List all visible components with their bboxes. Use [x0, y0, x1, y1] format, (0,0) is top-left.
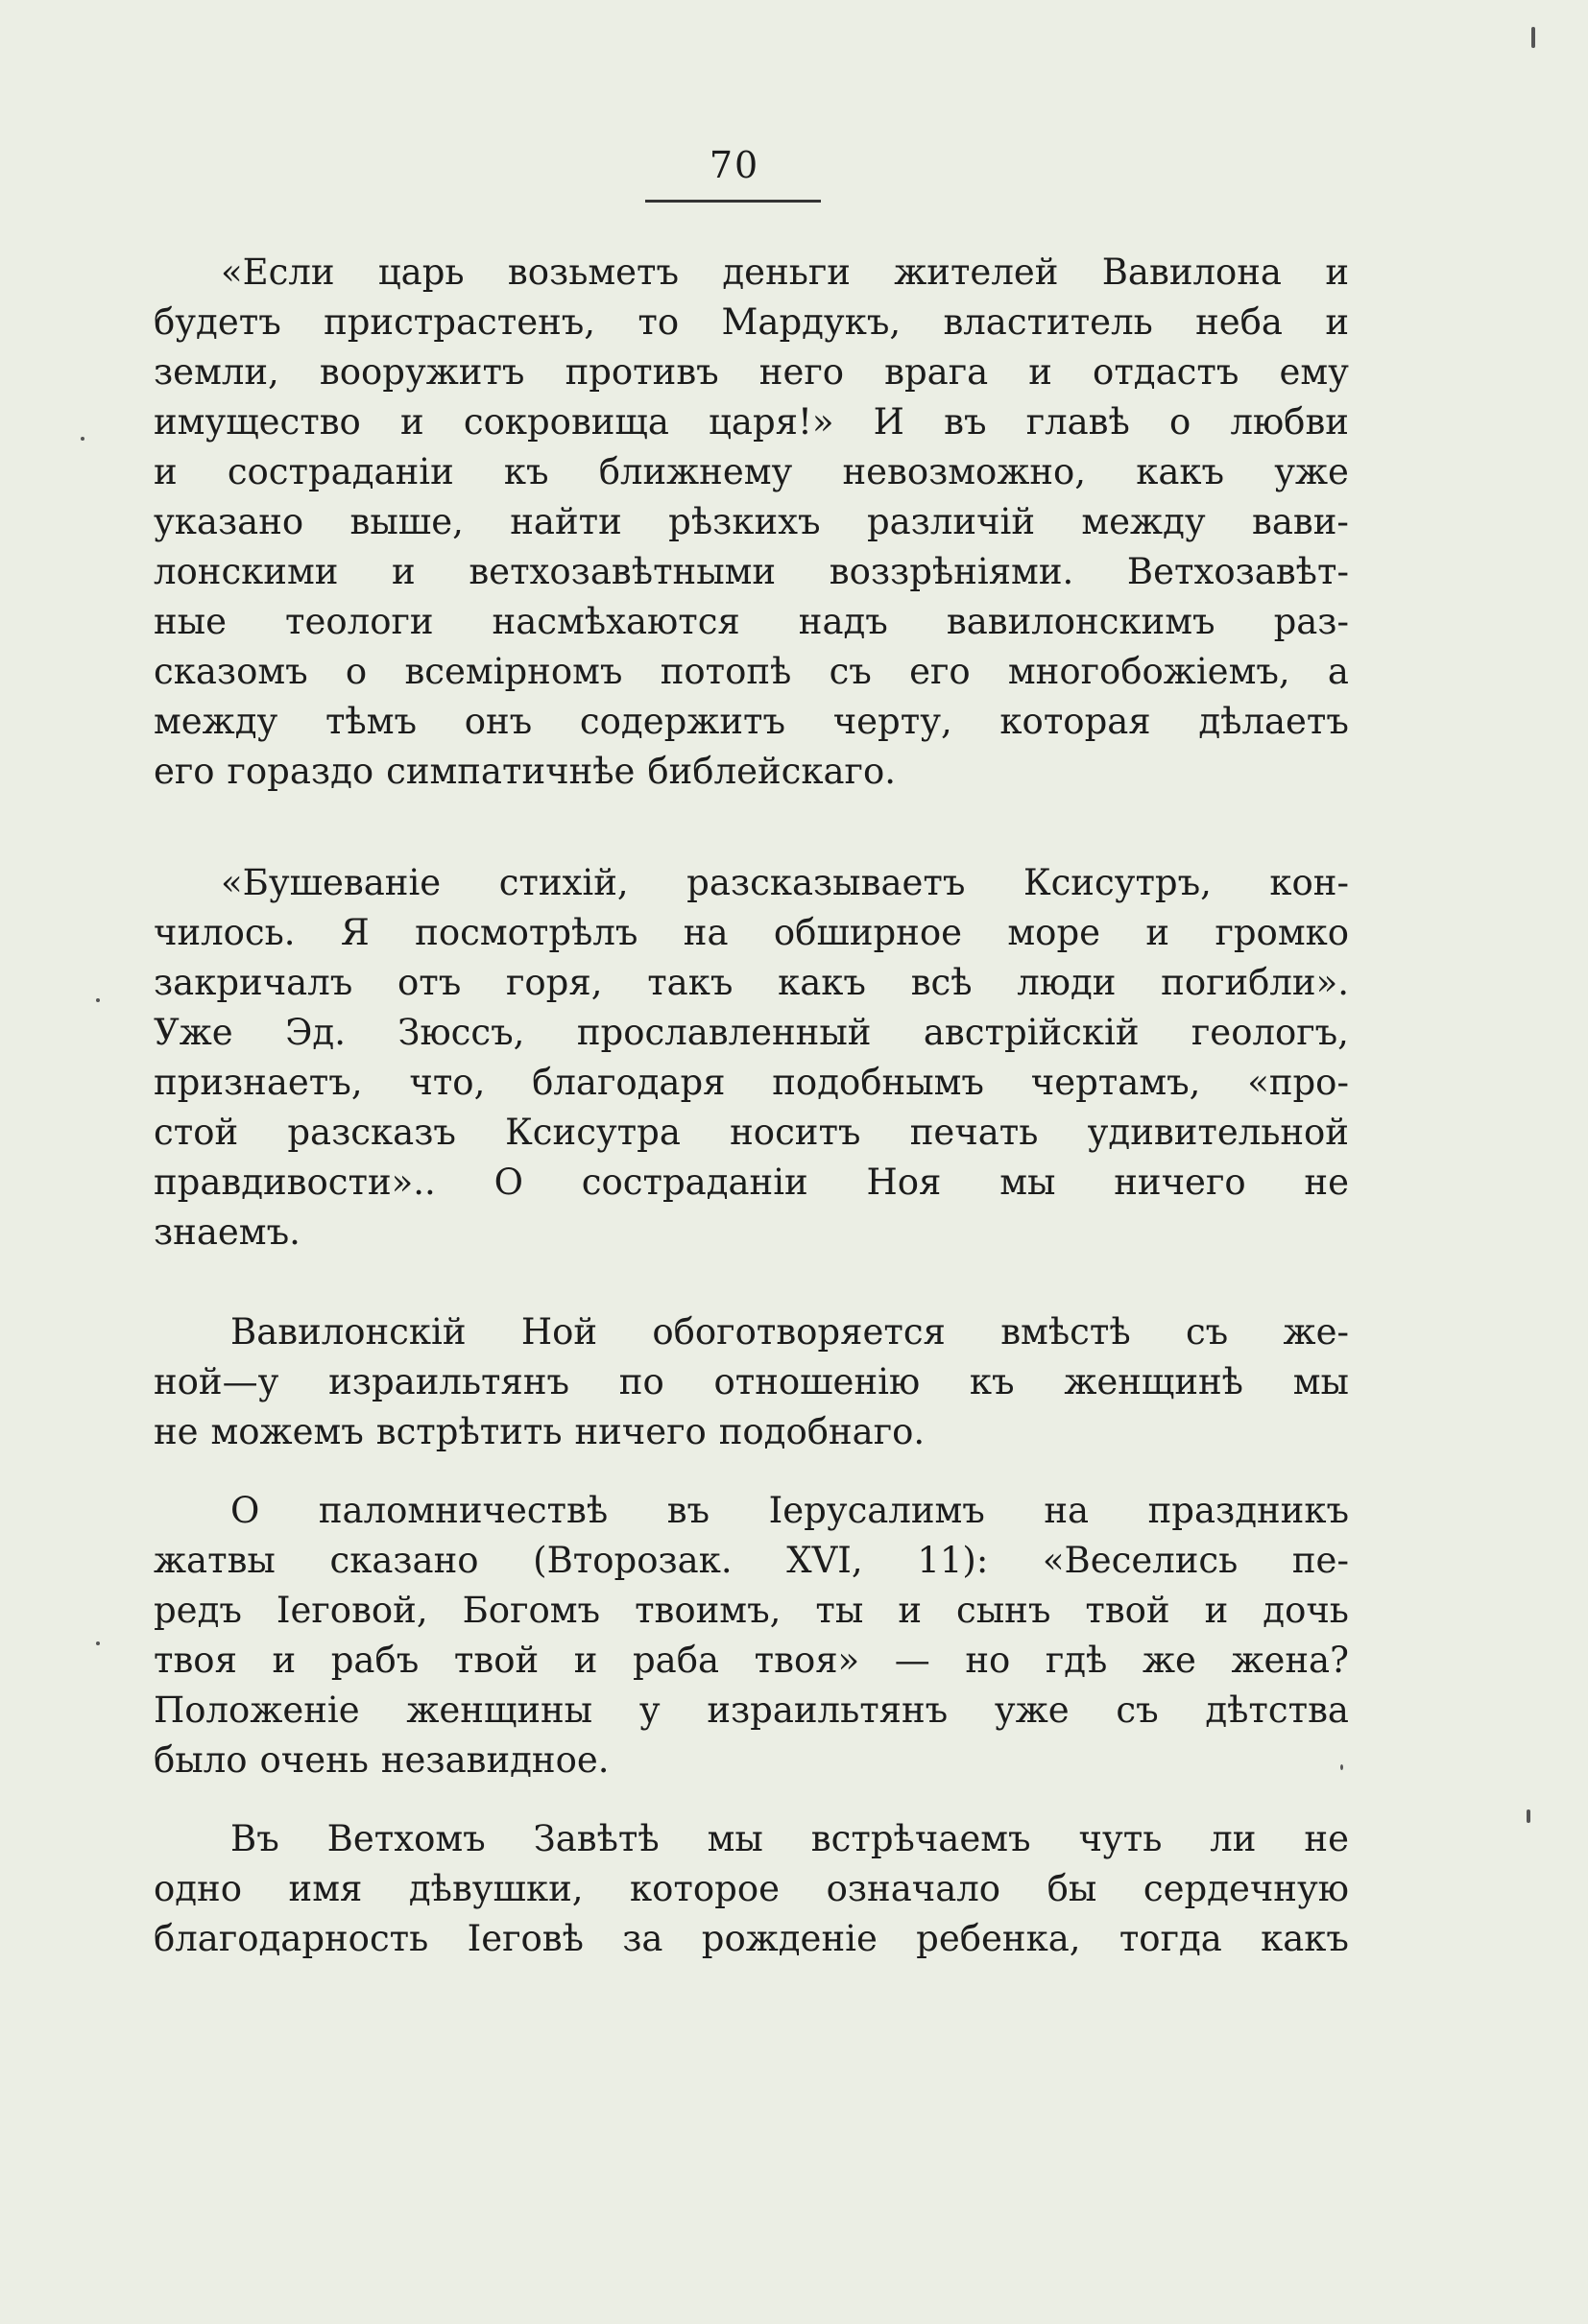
- text-line: одно имя дѣвушки, которое означало бы сердечную: [154, 1868, 1349, 1909]
- text-line: имущество и сокровища царя!» И въ главѣ о любви: [154, 401, 1349, 443]
- text-line: было очень незавидное.: [154, 1739, 610, 1781]
- text-line: Въ Ветхомъ Завѣтѣ мы встрѣчаемъ чуть ли не: [230, 1818, 1349, 1859]
- text-line: чилось. Я посмотрѣлъ на обширное море и громко: [154, 912, 1349, 953]
- text-line: знаемъ.: [154, 1211, 301, 1253]
- text-line: Уже Эд. Зюссъ, прославленный австрійскій геологъ,: [154, 1012, 1349, 1053]
- text-line: Положеніе женщины у израильтянъ уже съ дѣтства: [154, 1689, 1349, 1731]
- text-line: ной—у израильтянъ по отношенію къ женщинѣ мы: [154, 1361, 1349, 1402]
- text-line: стой разсказъ Ксисутра носитъ печать удивительной: [154, 1112, 1349, 1153]
- text-line: редъ Іеговой, Богомъ твоимъ, ты и сынъ твой и дочь: [154, 1590, 1349, 1631]
- text-line: жатвы сказано (Второзак. XVI, 11): «Веселись пе-: [154, 1540, 1349, 1581]
- text-line: правдивости».. О состраданіи Ноя мы ничего не: [154, 1162, 1349, 1203]
- text-line: О паломничествѣ въ Іерусалимъ на праздникъ: [230, 1490, 1349, 1531]
- page-number-rule: [645, 200, 821, 203]
- text-line: «Бушеваніе стихій, разсказываетъ Ксисутръ, кон-: [221, 862, 1349, 903]
- text-line: лонскими и ветхозавѣтными воззрѣніями. Ветхозавѣт-: [154, 551, 1349, 592]
- text-line: «Если царь возьметъ деньги жителей Вавилона и: [221, 252, 1349, 293]
- text-line: ные теологи насмѣхаются надъ вавилонскимъ раз-: [154, 601, 1349, 642]
- text-line: между тѣмъ онъ содержитъ черту, которая дѣлаетъ: [154, 701, 1349, 742]
- text-line: благодарность Іеговѣ за рожденіе ребенка, тогда какъ: [154, 1918, 1349, 1959]
- text-line: будетъ пристрастенъ, то Мардукъ, властитель неба и: [154, 301, 1349, 343]
- text-line: указано выше, найти рѣзкихъ различій между вави-: [154, 501, 1349, 542]
- text-line: Вавилонскій Ной обоготворяется вмѣстѣ съ же-: [230, 1311, 1349, 1353]
- text-line: сказомъ о всемірномъ потопѣ съ его многобожіемъ, а: [154, 651, 1349, 692]
- text-line: его гораздо симпатичнѣе библейскаго.: [154, 751, 896, 792]
- text-line: не можемъ встрѣтить ничего подобнаго.: [154, 1411, 926, 1452]
- text-line: признаетъ, что, благодаря подобнымъ чертамъ, «про-: [154, 1062, 1349, 1103]
- page-number: 70: [709, 144, 760, 186]
- text-line: земли, вооружитъ противъ него врага и отдастъ ему: [154, 351, 1349, 393]
- text-line: закричалъ отъ горя, такъ какъ всѣ люди погибли».: [154, 962, 1349, 1003]
- text-line: твоя и рабъ твой и раба твоя» — но гдѣ же жена?: [154, 1640, 1349, 1681]
- text-line: и состраданіи къ ближнему невозможно, какъ уже: [154, 451, 1349, 492]
